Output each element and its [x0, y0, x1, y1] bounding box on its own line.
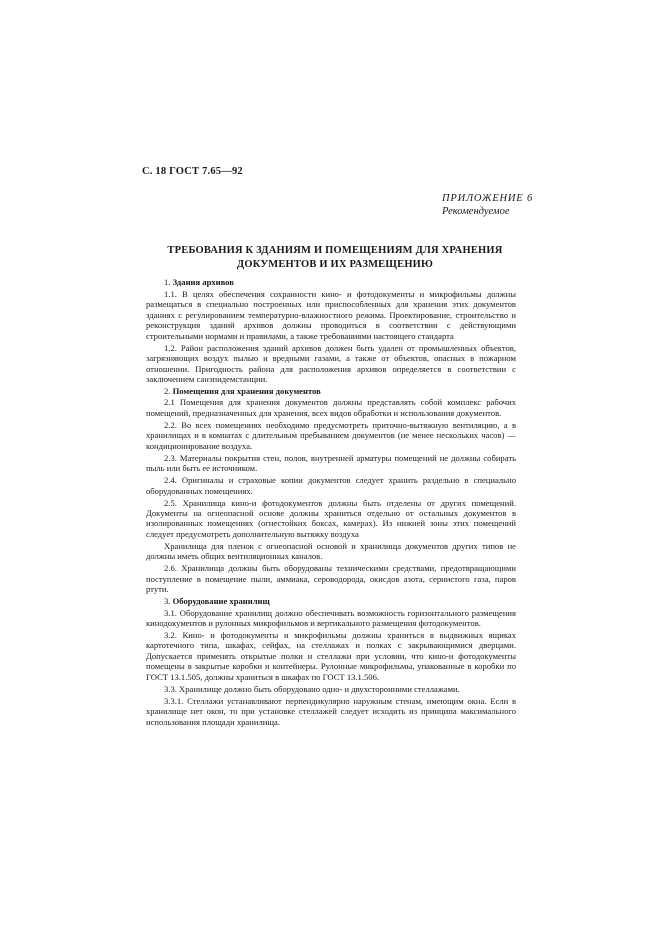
paragraph: 1.2. Район расположения зданий архивов должен быть удален от промышленных объектов, загрязняющих воздух пылью и вредными газами, а также от объектов, опасных в пожарном отношении. Пригодность района для расположения архивов определяется в соответствии с заключением санэпидемстанции.: [146, 342, 516, 385]
section-number: 1.: [164, 277, 171, 287]
document-title: [150, 244, 520, 272]
paragraph: 1.1. В целях обеспечения сохранности кино- и фотодокументы и микрофильмы должны размещаться в специально построенных или приспособленных для хранения этих документов зданиях с регулированием температурно-влажностного режима. Проектирование, строительство и реконструкция зданий архивов должны проводиться в соответствии с действующими строительными нормами и правилами, а также требованиями настоящего стандарта: [146, 288, 516, 341]
paragraph: 2.2. Во всех помещениях необходимо предусмотреть приточно-вытяжную вентиляцию, а в хранилищах и в комнатах с длительным пребыванием документов (не менее нескольких часов) — кондиционирование воздуха.: [146, 419, 516, 451]
paragraph: 3.3. Хранилище должно быть оборудовано одно- и двухсторонними стеллажами.: [164, 683, 460, 694]
title-line-2: ДОКУМЕНТОВ И ИХ РАЗМЕЩЕНИЮ: [236, 259, 434, 270]
appendix-block: [442, 192, 533, 218]
paragraph: 2.5. Хранилища кино-и фотодокументов должны быть отделены от других помещений. Документы на огнеопасной основе должны храниться отдельно от остальных документов в изолированных помещениях (огнестойких боксах, камерах). Из нижней зоны этих помещений следует предусмотреть дополнительную вытяжку воздуха: [146, 497, 516, 539]
running-head: С. 18 ГОСТ 7.65—92: [142, 166, 243, 177]
paragraph: Хранилища для пленок с огнеопасной основой и хранилища документов других типов не должны иметь общих вентиляционных каналов.: [146, 540, 516, 562]
paragraph: 2.4. Оригиналы и страховые копии документов следует хранить раздельно в специально оборудованных помещениях.: [146, 475, 516, 496]
section-heading: [146, 386, 516, 396]
section-title: Помещения для хранения документов: [172, 385, 321, 396]
section-heading: [146, 277, 516, 287]
title-line-1: ТРЕБОВАНИЯ К ЗДАНИЯМ И ПОМЕЩЕНИЯМ ДЛЯ ХРАНЕНИЯ: [167, 245, 503, 256]
paragraph: 3.3.1. Стеллажи устанавливают перпендикулярно наружным стенам, имеющим окна. Если в хранилище нет окон, то при установке стеллажей следует исходить из принципа максимального использования площади хранилища.: [146, 695, 516, 727]
section-heading: [146, 596, 516, 606]
paragraph: 2.3. Материалы покрытия стен, полов, внутренней арматуры помещений не должны собирать пыль или быть ее источником.: [146, 452, 516, 474]
appendix-label: ПРИЛОЖЕНИЕ 6: [442, 193, 533, 204]
section-title: Оборудование хранилищ: [172, 595, 270, 606]
document-body: [146, 276, 516, 727]
paragraph: 3.1. Оборудование хранилищ должно обеспечивать возможность горизонтального размещения кинодокументов и рулонных микрофильмов и вертикального размещения фотодокументов.: [146, 607, 516, 629]
section-number: 3.: [164, 595, 171, 606]
section-number: 2.: [164, 385, 171, 396]
paragraph: 3.2. Кино- и фотодокументы и микрофильмы должны храниться в выдвижных ящиках картотечного типа, шкафах, сейфах, на стеллажах и полках с закрывающимися дверцами. Допускается применять открытые полки и стеллажи при условии, что кино-и фотодокументы помещены в закрытые коробки и контейнеры. Рулонные микрофильмы, упакованные в коробки по ГОСТ 13.1.505, должны храниться в шкафах по ГОСТ 13.1.506.: [146, 630, 516, 682]
paragraph: 2.1 Помещения для хранения документов должны представлять собой комплекс рабочих помещений, предназначенных для хранения, всех видов обработки и использования документов.: [146, 397, 516, 418]
paragraph: 2.6. Хранилища должны быть оборудованы техническими средствами, предотвращающими поступление в помещение пыли, аммиака, сероводорода, окисдов азота, сернистого газа, паров ртути.: [146, 563, 516, 595]
section-title: Здания архивов: [172, 277, 234, 287]
appendix-status: Рекомендуемое: [442, 206, 510, 217]
